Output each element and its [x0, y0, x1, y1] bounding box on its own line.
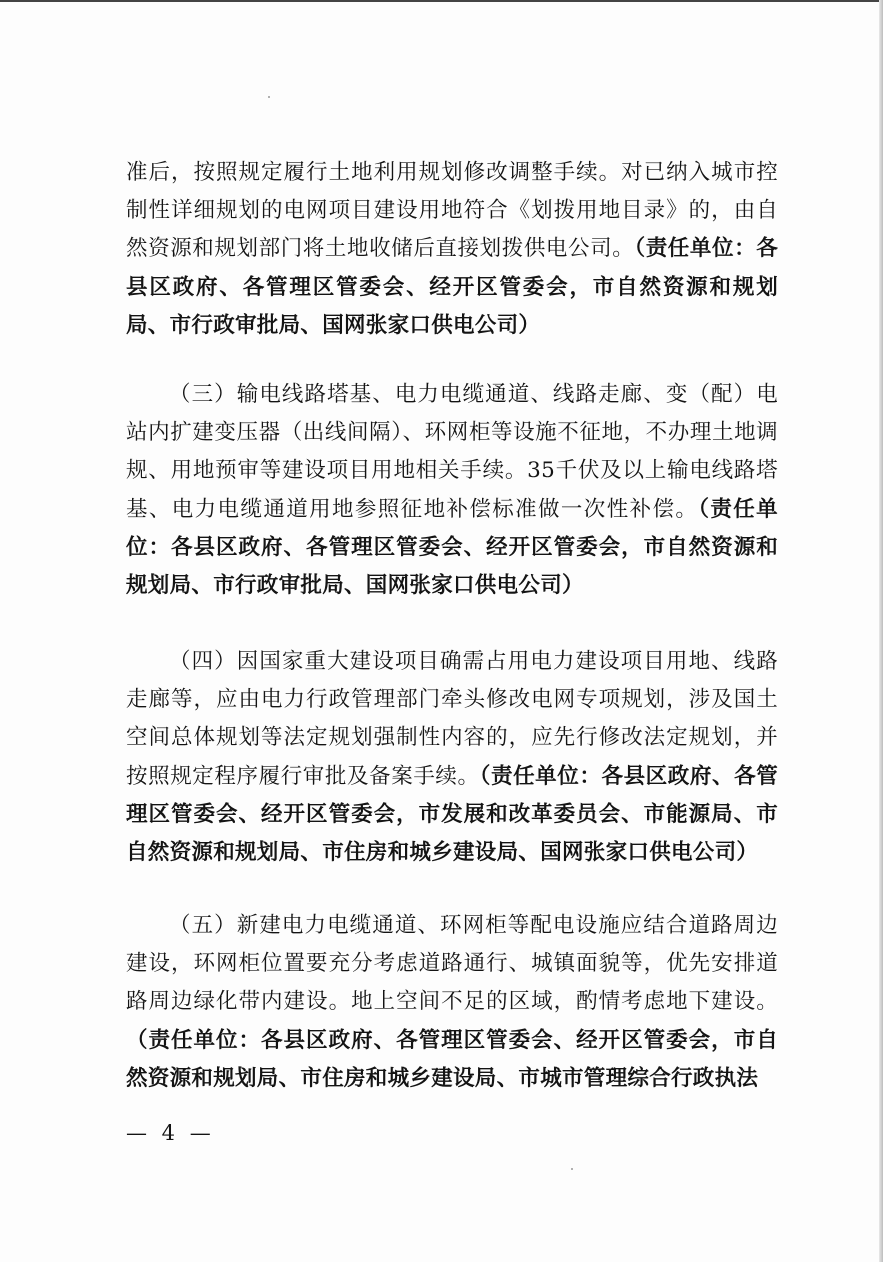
- page-number: — 4 —: [126, 1121, 215, 1145]
- scan-speck: [268, 96, 270, 98]
- scan-edge-top: [0, 0, 883, 2]
- paragraph-4-text: （五）新建电力电缆通道、环网柜等配电设施应结合道路周边建设，环网柜位置要充分考虑道路通行、城镇面貌等，优先安排道路周边绿化带内建设。地上空间不足的区域，酌情考虑地下建设。: [126, 913, 778, 1015]
- paragraph-4-responsibility: （责任单位：各县区政府、各管理区管委会、经开区管委会，市自然资源和规划局、市住房和城乡建设局、市城市管理综合行政执法: [126, 1027, 778, 1091]
- paragraph-2-text: （三）输电线路塔基、电力电缆通道、线路走廊、变（配）电站内扩建变压器（出线间隔）、环网柜等设施不征地，不办理土地调规、用地预审等建设项目用地相关手续。35千伏及以上输电线路塔基、电力电缆通道用地参照征地补偿标准做一次性补偿。: [126, 382, 778, 522]
- paragraph-4: [126, 907, 778, 1098]
- scan-speck: [571, 1168, 573, 1170]
- paragraph-3-text: （四）因国家重大建设项目确需占用电力建设项目用地、线路走廊等，应由电力行政管理部门牵头修改电网专项规划，涉及国土空间总体规划等法定规划强制性内容的，应先行修改法定规划，并按照规定程序履行审批及备案手续。: [126, 649, 778, 789]
- paragraph-1-responsibility: （责任单位：各县区政府、各管理区管委会、经开区管委会，市自然资源和规划局、市行政审批局、国网张家口供电公司）: [126, 236, 779, 338]
- scan-edge-right: [879, 0, 883, 1262]
- paragraph-3: [126, 643, 778, 872]
- paragraph-1: [126, 154, 778, 345]
- paragraph-2-responsibility: （责任单位：各县区政府、各管理区管委会、经开区管委会，市自然资源和规划局、市行政审批局、国网张家口供电公司）: [126, 496, 778, 599]
- paragraph-1-text: 准后，按照规定履行土地利用规划修改调整手续。对已纳入城市控制性详细规划的电网项目建设用地符合《划拨用地目录》的，由自然资源和规划部门将土地收储后直接划拨供电公司。: [126, 160, 778, 262]
- paragraph-3-responsibility: （责任单位：各县区政府、各管理区管委会、经开区管委会，市发展和改革委员会、市能源局、市自然资源和规划局、市住房和城乡建设局、国网张家口供电公司）: [126, 763, 778, 866]
- paragraph-2: [126, 376, 778, 605]
